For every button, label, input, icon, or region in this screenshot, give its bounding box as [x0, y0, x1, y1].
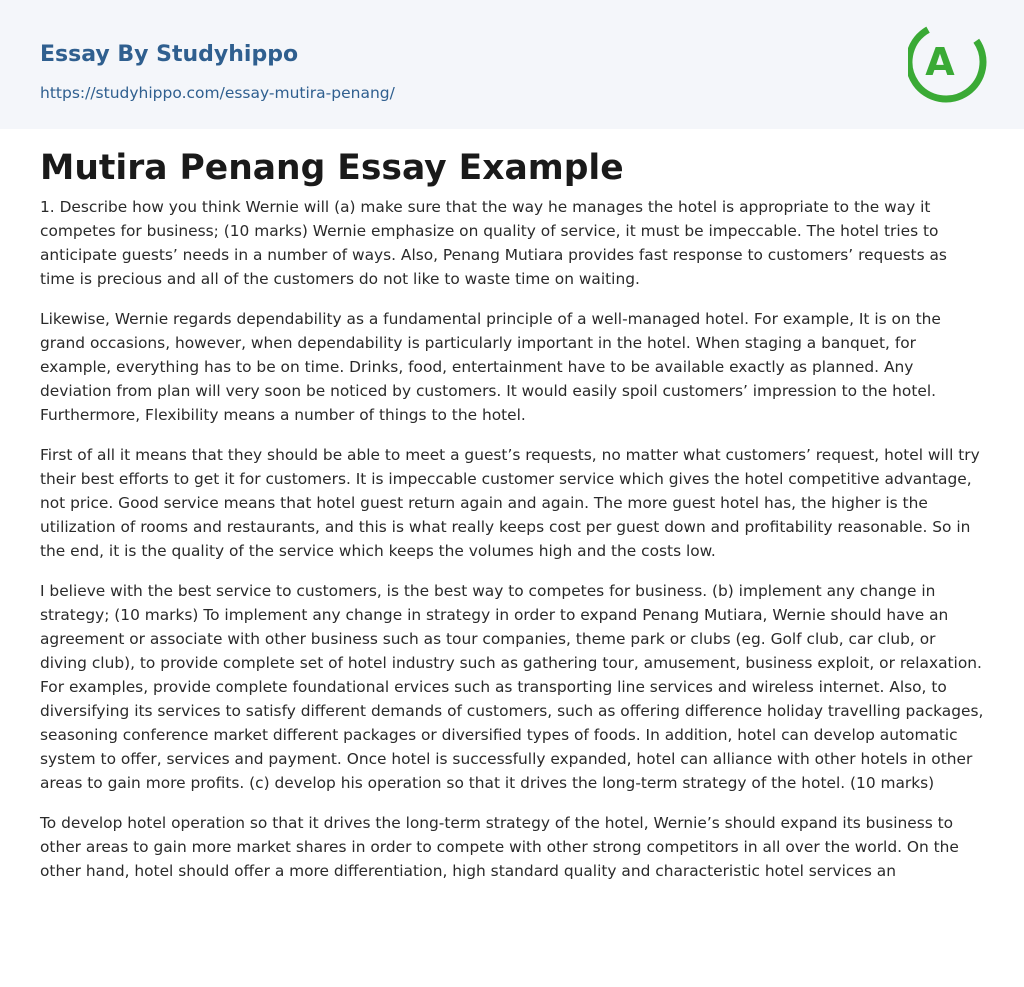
article-paragraph-1: 1. Describe how you think Wernie will (a) make sure that the way he manages the hotel is appropriate to the way it competes for business; (10 marks) Wernie emphasize on quality of service, it must be impeccable. The hotel tries to anticipate guests’ needs in a number of ways. Also, Penang Mutiara provides fast response to customers’ requests as time is precious and all of the customers do not like to waste time on waiting. — [40, 198, 947, 288]
article-title: Mutira Penang Essay Example — [40, 148, 624, 188]
essay-url-link[interactable]: https://studyhippo.com/essay-mutira-penang/ — [40, 84, 395, 102]
article-paragraph-5: To develop hotel operation so that it drives the long-term strategy of the hotel, Wernie’s should expand its business to other areas to gain more market shares in order to compete with other strong competitors in all over the world. On the other hand, hotel should offer a more differentiation, high standard quality and characteristic hotel services an — [40, 814, 959, 880]
article-paragraph-2: Likewise, Wernie regards dependability as a fundamental principle of a well-managed hotel. For example, It is on the grand occasions, however, when dependability is particularly important in the hotel. When staging a banquet, for example, everything has to be on time. Drinks, food, entertainment have to be available exactly as planned. Any deviation from plan will very soon be noticed by customers. It would easily spoil customers’ impression to the hotel. Furthermore, Flexibility means a number of things to the hotel. — [40, 310, 941, 424]
site-brand-title[interactable]: Essay By Studyhippo — [40, 42, 299, 67]
article-paragraph-3: First of all it means that they should be able to meet a guest’s requests, no matter what customers’ request, hotel will try their best efforts to get it for customers. It is impeccable customer service which gives the hotel competitive advantage, not price. Good service means that hotel guest return again and again. The more guest hotel has, the higher is the utilization of rooms and restaurants, and this is what really keeps cost per guest down and profitability reasonable. So in the end, it is the quality of the service which keeps the volumes high and the costs low. — [40, 446, 980, 560]
studyhippo-logo-icon[interactable] — [908, 18, 988, 106]
logo-letter: A — [925, 40, 955, 84]
site-header — [0, 0, 1024, 129]
article-body — [40, 129, 984, 899]
article-paragraph-4: I believe with the best service to customers, is the best way to competes for business. (b) implement any change in strategy; (10 marks) To implement any change in strategy in order to expand Penang Mutiara, Wernie should have an agreement or associate with other business such as tour companies, theme park or clubs (eg. Golf club, car club, or diving club), to provide complete set of hotel industry such as gathering tour, amusement, business exploit, or relaxation. For examples, provide complete foundational ervices such as transporting line services and wireless internet. Also, to diversifying its services to satisfy different demands of customers, such as offering difference holiday travelling packages, seasoning conference market different packages or diversified types of foods. In addition, hotel can develop automatic system to offer, services and payment. Once hotel is successfully expanded, hotel can alliance with other hotels in other areas to gain more profits. (c) develop his operation so that it drives the long-term strategy of the hotel. (10 marks) — [40, 582, 984, 792]
